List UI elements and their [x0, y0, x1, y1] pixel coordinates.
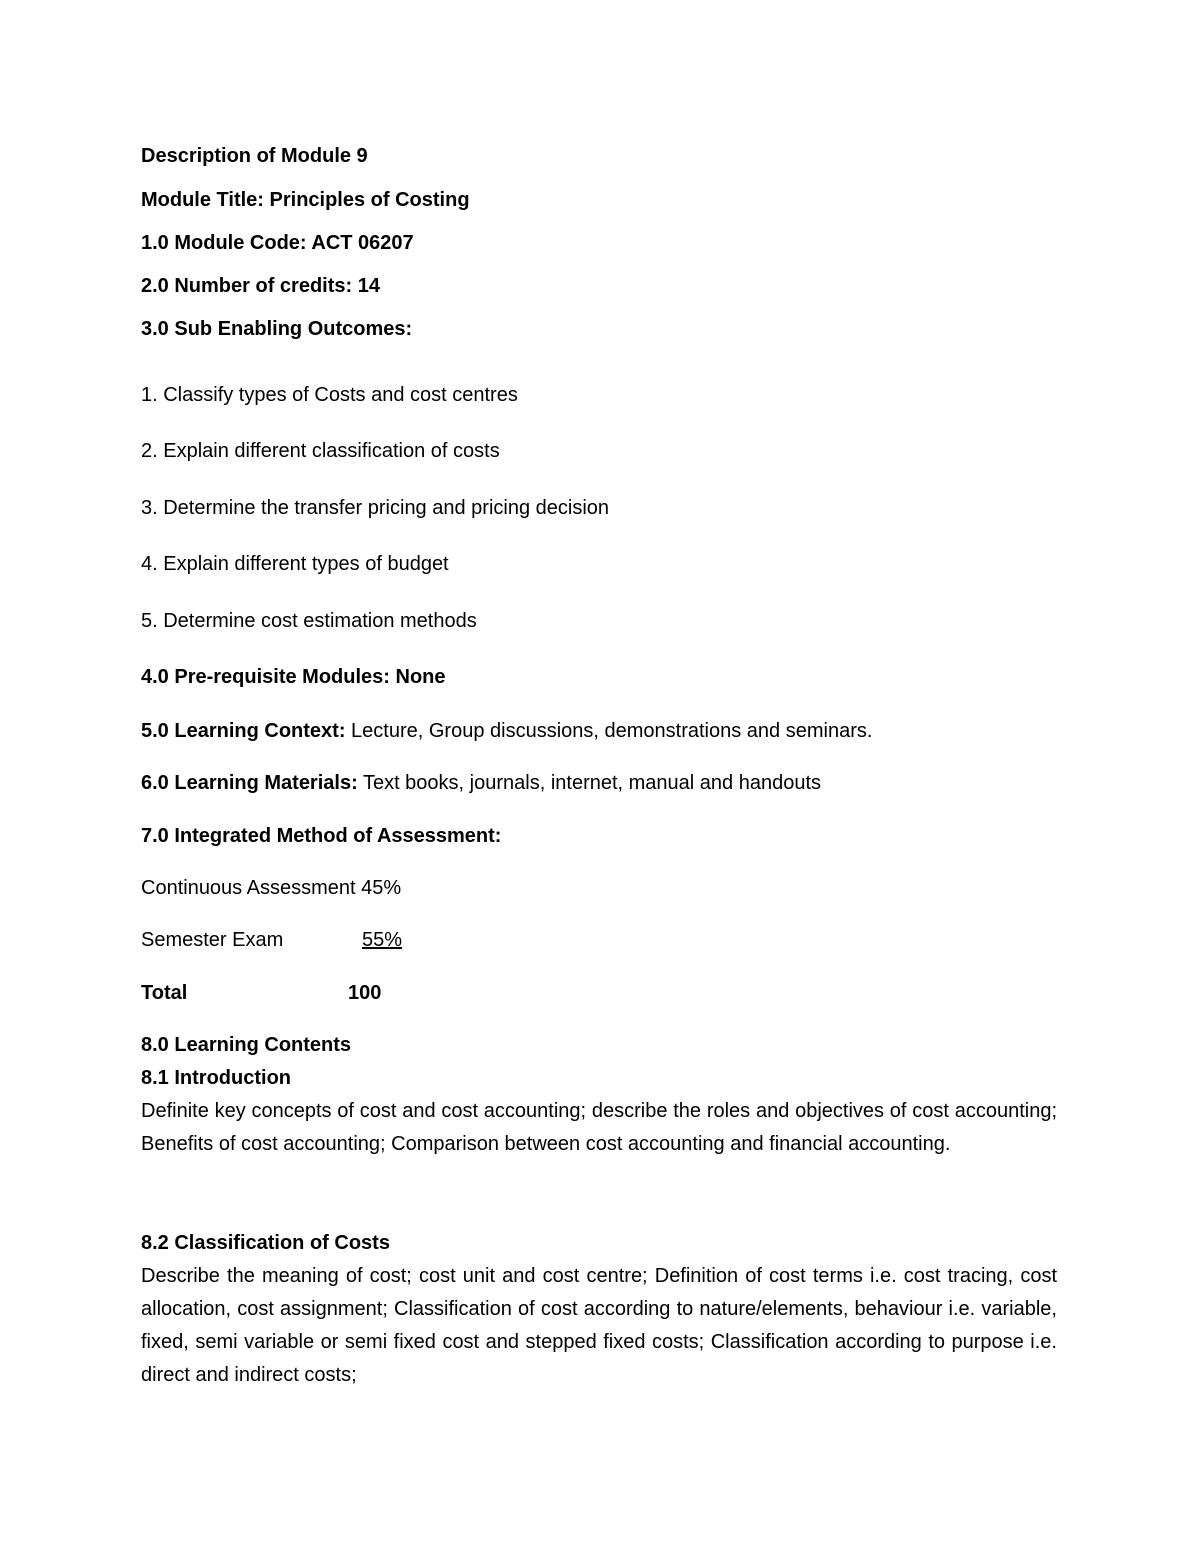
- section-title: 8.2 Classification of Costs: [141, 1232, 390, 1254]
- section-body: Describe the meaning of cost; cost unit and cost centre; Definition of cost terms i.e. cost tracing, cost allocation, cost assignment; Classification of cost according to nature/elements, behaviour i.e. variable, fixed, semi variable or semi fixed cost and stepped fixed costs; Classification according to purpose i.e. direct and indirect costs;: [141, 1265, 1057, 1386]
- section-title: 8.1 Introduction: [141, 1067, 291, 1089]
- learning-materials-text: Text books, journals, internet, manual and handouts: [357, 772, 822, 794]
- learning-materials-label: 6.0 Learning Materials:: [141, 772, 358, 794]
- module-credits: 2.0 Number of credits: 14: [141, 275, 380, 297]
- contents-heading: 8.0 Learning Contents: [141, 1034, 352, 1056]
- learning-context-text: Lecture, Group discussions, demonstrations and seminars.: [345, 720, 873, 742]
- outcome-item: 5. Determine cost estimation methods: [141, 610, 477, 632]
- section-body: Definite key concepts of cost and cost accounting; describe the roles and objectives of cost accounting; Benefits of cost accounting; Comparison between cost accounting and financial accounting.: [141, 1100, 1057, 1155]
- assessment-total-label: Total: [141, 982, 188, 1004]
- outcome-item: 2. Explain different classification of costs: [141, 440, 500, 462]
- learning-context: [141, 718, 872, 744]
- assessment-continuous-label: Continuous Assessment: [141, 877, 356, 899]
- module-heading: Description of Module 9: [141, 145, 368, 167]
- outcomes-heading: 3.0 Sub Enabling Outcomes:: [141, 318, 413, 340]
- assessment-exam-value: 55%: [362, 929, 403, 951]
- assessment-total-value: 100: [348, 982, 382, 1004]
- learning-context-label: 5.0 Learning Context:: [141, 720, 346, 742]
- module-title: Module Title: Principles of Costing: [141, 189, 470, 211]
- outcome-item: 4. Explain different types of budget: [141, 553, 449, 575]
- assessment-heading: 7.0 Integrated Method of Assessment:: [141, 825, 502, 847]
- assessment-continuous-row: [141, 875, 401, 901]
- assessment-exam-label: Semester Exam: [141, 929, 284, 951]
- module-code: 1.0 Module Code: ACT 06207: [141, 232, 414, 254]
- assessment-continuous-value: 45%: [361, 877, 402, 899]
- learning-materials: [141, 770, 821, 796]
- prerequisites: 4.0 Pre-requisite Modules: None: [141, 666, 446, 688]
- outcome-item: 1. Classify types of Costs and cost centres: [141, 384, 518, 406]
- outcome-item: 3. Determine the transfer pricing and pricing decision: [141, 497, 610, 519]
